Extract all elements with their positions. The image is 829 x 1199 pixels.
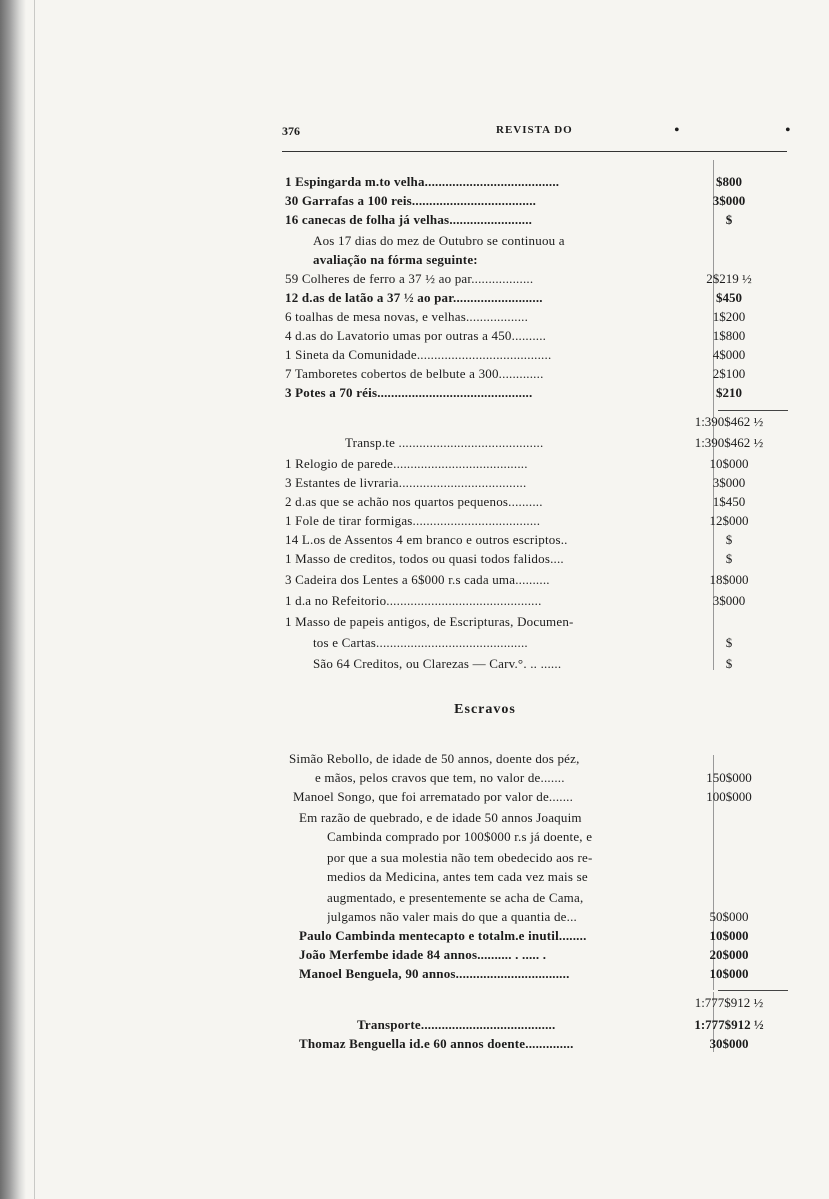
- ledger-amount: 4$000: [712, 347, 746, 362]
- ledger-row: [285, 271, 785, 290]
- header-rule: [282, 151, 787, 152]
- ledger-row: [285, 635, 785, 654]
- book-spine-shadow: [0, 0, 26, 1199]
- ledger-amount: $: [725, 656, 733, 671]
- ledger-row: [285, 551, 785, 570]
- ledger-item: 30 Garrafas a 100 reis....................................: [285, 193, 537, 208]
- ledger-item: 3 Potes a 70 réis.............................................: [285, 385, 533, 400]
- ledger-row: [285, 174, 785, 193]
- page-edge-line: [34, 0, 35, 1199]
- ledger-amount: 12$000: [709, 513, 749, 528]
- subtotal-row: [285, 995, 785, 1014]
- ledger-amount: 100$000: [706, 789, 752, 804]
- ledger-amount: 3$000: [712, 475, 746, 490]
- ledger-amount: 1$450: [712, 494, 746, 509]
- ledger-row: [285, 572, 785, 591]
- ledger-amount: 3$000: [712, 593, 746, 608]
- ornament-dot: •: [785, 122, 791, 139]
- ledger-row: [285, 890, 785, 909]
- ledger-note: Aos 17 dias do mez de Outubro se continuou a: [313, 233, 565, 248]
- ledger-amount: $: [725, 532, 733, 547]
- ledger-item: Thomaz Benguella id.e 60 annos doente..............: [299, 1036, 574, 1051]
- ledger-amount: 10$000: [709, 456, 749, 471]
- ledger-row: [285, 614, 785, 633]
- ledger-amount: $800: [716, 174, 742, 189]
- ledger-row: [285, 869, 785, 888]
- transport-line: Transp.te ..........................................: [345, 435, 544, 450]
- ledger-row: [285, 309, 785, 328]
- ledger-row: [285, 385, 785, 404]
- page-number: 376: [282, 124, 300, 138]
- running-title: REVISTA DO: [496, 124, 573, 136]
- ledger-item: 6 toalhas de mesa novas, e velhas..................: [285, 309, 529, 324]
- ledger-item: 4 d.as do Lavatorio umas por outras a 450..........: [285, 328, 547, 343]
- ledger-item: 2 d.as que se achão nos quartos pequenos..........: [285, 494, 543, 509]
- ledger-item: 3 Estantes de livraria.....................................: [285, 475, 527, 490]
- ledger-row: [285, 770, 785, 789]
- ledger-row: [285, 966, 785, 985]
- ledger-row: [285, 829, 785, 848]
- subtotal-row: [285, 414, 785, 433]
- ledger-item: 16 canecas de folha já velhas........................: [285, 212, 533, 227]
- ledger-amount: $210: [716, 385, 742, 400]
- ledger-amount: 1$200: [712, 309, 746, 324]
- ledger-item: 3 Cadeira dos Lentes a 6$000 r.s cada uma..........: [285, 572, 550, 587]
- ledger-amount: 10$000: [709, 928, 749, 943]
- ledger-row: [285, 233, 785, 252]
- subtotal-rule: [718, 990, 788, 991]
- ledger-item: 1 Masso de papeis antigos, de Escripturas, Documen-: [285, 614, 574, 629]
- ledger-amount: 50$000: [709, 909, 749, 924]
- ledger-amount: 1$800: [712, 328, 746, 343]
- ledger-item: 12 d.as de latão a 37 ½ ao par..........................: [285, 290, 543, 305]
- subtotal-amount: 1:390$462 ½: [694, 414, 764, 429]
- page-header: [282, 124, 802, 144]
- ledger-row: [285, 928, 785, 947]
- ledger-item: Manoel Benguela, 90 annos.................................: [299, 966, 570, 981]
- ledger-row: [285, 751, 785, 770]
- subtotal-amount: 1:777$912 ½: [694, 995, 764, 1010]
- ledger-item: 7 Tamboretes cobertos de belbute a 300.............: [285, 366, 544, 381]
- subtotal-rule: [718, 410, 788, 411]
- ledger-row: [285, 1036, 785, 1055]
- ledger-row: [285, 494, 785, 513]
- ledger-amount: 1:777$912 ½: [694, 1017, 764, 1032]
- ledger-note: augmentado, e presentemente se acha de Cama,: [327, 890, 584, 905]
- section-heading: Escravos: [454, 702, 516, 717]
- ledger-row: [285, 290, 785, 309]
- ledger-amount: 2$100: [712, 366, 746, 381]
- ledger-note: medios da Medicina, antes tem cada vez mais se: [327, 869, 588, 884]
- ledger-row: [285, 193, 785, 212]
- ledger-note: julgamos não valer mais do que a quantia de...: [327, 909, 577, 924]
- ledger-amount: $: [725, 212, 733, 227]
- ledger-item: Paulo Cambinda mentecapto e totalm.e inutil........: [299, 928, 587, 943]
- ledger-amount: 1:390$462 ½: [694, 435, 764, 450]
- ledger-item: 1 Sineta da Comunidade.......................................: [285, 347, 552, 362]
- ledger-item: Manoel Songo, que foi arrematado por valor de.......: [293, 789, 574, 804]
- ledger-note: Cambinda comprado por 100$000 r.s já doente, e: [327, 829, 593, 844]
- ledger-note: São 64 Creditos, ou Clarezas — Carv.°. .. ......: [313, 656, 562, 671]
- ornament-dot: •: [674, 122, 680, 139]
- ledger-row: [285, 252, 785, 271]
- ledger-row: [285, 212, 785, 231]
- ledger-amount: $: [725, 551, 733, 566]
- ledger-note: e mãos, pelos cravos que tem, no valor de.......: [315, 770, 565, 785]
- ledger-item: João Merfembe idade 84 annos.......... . ..... .: [299, 947, 547, 962]
- ledger-amount: 18$000: [709, 572, 749, 587]
- ledger-item: 1 Espingarda m.to velha.......................................: [285, 174, 560, 189]
- ledger-row: [285, 810, 785, 829]
- ledger-row: [285, 347, 785, 366]
- ledger-row: [285, 513, 785, 532]
- ledger-row: [285, 909, 785, 928]
- ledger-amount: 3$000: [712, 193, 746, 208]
- ledger-item: 14 L.os de Assentos 4 em branco e outros escriptos..: [285, 532, 568, 547]
- ledger-row: [285, 947, 785, 966]
- ledger-row: [285, 789, 785, 808]
- ledger-note: tos e Cartas............................................: [313, 635, 528, 650]
- ledger-item: 1 Relogio de parede.......................................: [285, 456, 528, 471]
- ledger-item: Em razão de quebrado, e de idade 50 annos Joaquim: [299, 810, 582, 825]
- ledger-row: [285, 456, 785, 475]
- ledger-item: Simão Rebollo, de idade de 50 annos, doente dos péz,: [289, 751, 580, 766]
- ledger-row: [285, 475, 785, 494]
- ledger-row: [285, 593, 785, 612]
- ledger-amount: 150$000: [706, 770, 752, 785]
- ledger-amount: 2$219 ½: [706, 271, 752, 286]
- ledger-row: [285, 328, 785, 347]
- ledger-amount: $: [725, 635, 733, 650]
- transport-line: Transporte.......................................: [357, 1017, 556, 1032]
- ledger-row: [285, 532, 785, 551]
- ledger-row: [285, 850, 785, 869]
- ledger-row: [285, 366, 785, 385]
- ledger-amount: 10$000: [709, 966, 749, 981]
- ledger-item: 1 d.a no Refeitorio.............................................: [285, 593, 542, 608]
- ledger-row: [285, 435, 785, 454]
- ledger-row: [285, 1017, 785, 1036]
- ledger-note: por que a sua molestia não tem obedecido aos re-: [327, 850, 593, 865]
- ledger-row: [285, 656, 785, 675]
- ledger-note: avaliação na fórma seguinte:: [313, 252, 478, 267]
- ledger-item: 1 Masso de creditos, todos ou quasi todos falidos....: [285, 551, 564, 566]
- ledger-amount: $450: [716, 290, 742, 305]
- ledger-item: 1 Fole de tirar formigas.....................................: [285, 513, 541, 528]
- ledger-item: 59 Colheres de ferro a 37 ½ ao par..................: [285, 271, 534, 286]
- ledger-amount: 30$000: [709, 1036, 749, 1051]
- ledger-amount: 20$000: [709, 947, 749, 962]
